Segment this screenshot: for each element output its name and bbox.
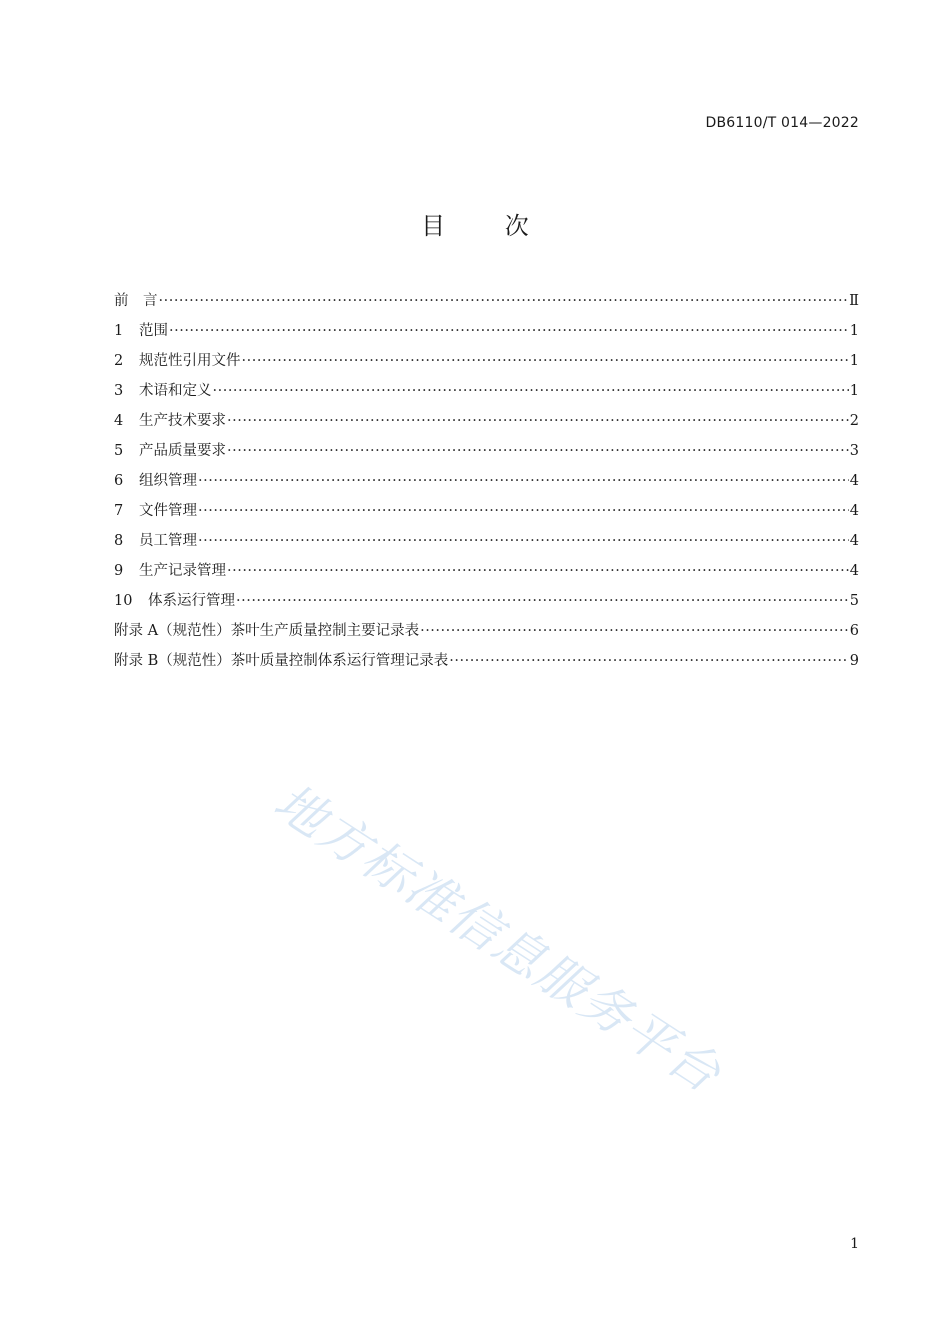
toc-leader (227, 436, 849, 466)
toc-entry-number: 4 (114, 413, 124, 429)
toc-entry-terms-definitions[interactable] (114, 376, 859, 406)
toc-leader (198, 496, 849, 526)
toc-entry-product-quality[interactable] (114, 436, 859, 466)
watermark: 地方标准信息服务平台 (263, 772, 732, 1105)
toc-leader (420, 616, 849, 646)
toc-entry-documents[interactable] (114, 496, 859, 526)
toc-entry-page: 1 (849, 383, 859, 399)
toc-entry-system-operation[interactable] (114, 586, 859, 616)
toc-leader (213, 376, 849, 406)
toc-entry-page: 4 (849, 563, 859, 579)
toc-entry-production-records[interactable] (114, 556, 859, 586)
toc-leader (227, 406, 849, 436)
toc-entry-organization[interactable] (114, 466, 859, 496)
toc-leader (169, 316, 849, 346)
toc-title: 目 次 (421, 212, 555, 240)
toc-entry-label: 产品质量要求 (139, 443, 226, 459)
toc-leader (198, 526, 849, 556)
toc-entry-label: 术语和定义 (139, 383, 212, 399)
toc-entry-page: 1 (849, 323, 859, 339)
toc-entry-number: 10 (114, 593, 133, 609)
toc-entry-label: 范围 (139, 323, 168, 339)
toc-entry-page: 3 (849, 443, 859, 459)
toc-entry-number: 8 (114, 533, 124, 549)
toc-entry-number: 6 (114, 473, 124, 489)
toc-entry-label: 文件管理 (139, 503, 197, 519)
toc-entry-page: 5 (849, 593, 859, 609)
toc-entry-page: 4 (849, 533, 859, 549)
toc-entry-page: 2 (849, 413, 859, 429)
toc-entry-number: 7 (114, 503, 124, 519)
toc-entry-production-requirements[interactable] (114, 406, 859, 436)
toc-entry-number: 5 (114, 443, 124, 459)
toc-entry-page: 9 (849, 653, 859, 669)
toc-entry-appendix-a[interactable] (114, 616, 859, 646)
toc-entry-page: 1 (849, 353, 859, 369)
toc-entry-label: 附录 B（规范性）茶叶质量控制体系运行管理记录表 (114, 653, 449, 669)
toc-entry-normative-references[interactable] (114, 346, 859, 376)
toc-entry-label: 员工管理 (139, 533, 197, 549)
toc-entry-label: 规范性引用文件 (139, 353, 241, 369)
toc-entry-label: 组织管理 (139, 473, 197, 489)
toc-leader (159, 286, 849, 316)
toc-entry-number: 3 (114, 383, 124, 399)
toc-entry-page: 6 (849, 623, 859, 639)
toc-entry-foreword[interactable] (114, 286, 859, 316)
toc-entry-label: 前 言 (114, 293, 158, 309)
toc-leader (242, 346, 849, 376)
toc-leader (236, 586, 849, 616)
toc-leader (227, 556, 849, 586)
toc-entry-page: 4 (849, 473, 859, 489)
toc-entry-label: 生产技术要求 (139, 413, 226, 429)
toc-entry-appendix-b[interactable] (114, 646, 859, 676)
document-code: DB6110/T 014—2022 (705, 115, 859, 131)
toc-entry-number: 9 (114, 563, 124, 579)
toc-entry-scope[interactable] (114, 316, 859, 346)
table-of-contents (114, 286, 859, 676)
toc-entry-label: 生产记录管理 (139, 563, 226, 579)
toc-entry-number: 2 (114, 353, 124, 369)
toc-entry-page: Ⅱ (849, 293, 859, 309)
toc-entry-number: 1 (114, 323, 124, 339)
toc-entry-page: 4 (849, 503, 859, 519)
toc-entry-label: 附录 A（规范性）茶叶生产质量控制主要记录表 (114, 623, 420, 639)
toc-entry-label: 体系运行管理 (148, 593, 235, 609)
page-number: 1 (850, 1236, 859, 1252)
toc-leader (198, 466, 849, 496)
toc-leader (449, 646, 849, 676)
toc-entry-staff[interactable] (114, 526, 859, 556)
